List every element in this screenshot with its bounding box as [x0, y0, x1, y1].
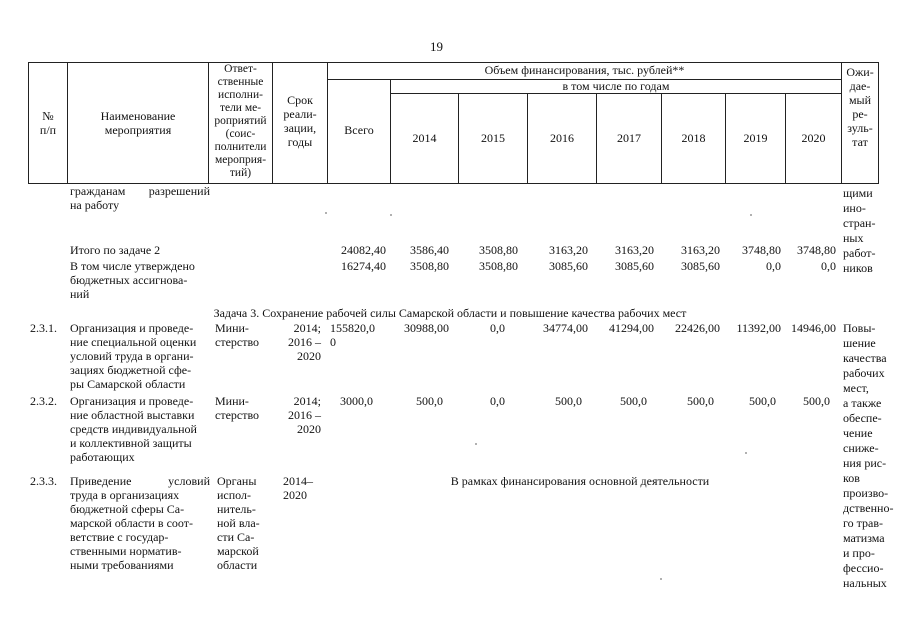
- result-line: ников: [843, 261, 873, 275]
- row-231-resp: [215, 321, 275, 349]
- header-period: [273, 94, 327, 150]
- header-responsible-line: (соис-: [225, 128, 256, 140]
- result-line: мест,: [843, 381, 869, 395]
- row-231-total: [330, 321, 390, 349]
- result-line: качества: [843, 351, 887, 365]
- word: условий: [168, 474, 210, 488]
- itogo-2020: 3748,80: [797, 243, 836, 257]
- row-resp-line: ной вла-: [217, 516, 260, 530]
- row-period-line: 2020: [297, 422, 321, 436]
- approved-2018: 3085,60: [681, 259, 720, 273]
- header-responsible-line: исполни-: [218, 89, 263, 101]
- result-line: ных: [843, 231, 864, 245]
- header-total: Всего: [344, 123, 374, 137]
- approved-2019: 0,0: [766, 259, 781, 273]
- row-231-2018: 22426,00: [675, 321, 720, 335]
- header-year-2020: 2020: [801, 131, 826, 145]
- row-231-2015: 0,0: [490, 321, 505, 335]
- row-total-line: 0: [330, 335, 336, 349]
- col-border-4: [327, 62, 328, 184]
- row-resp-line: нитель-: [217, 502, 256, 516]
- row-231-2019: 11392,00: [736, 321, 781, 335]
- row-name-line: ры Самарской области: [70, 377, 186, 391]
- result-line: шение: [843, 336, 876, 350]
- continued-name-line: на работу: [70, 198, 120, 212]
- result-line: матизма: [843, 531, 885, 545]
- row-resp-line: области: [217, 558, 258, 572]
- page-number: 19: [430, 39, 443, 54]
- row-232-2015: 0,0: [490, 394, 505, 408]
- row-name-line: бюджетной сферы Са-: [70, 502, 185, 516]
- approved-label-line: ний: [70, 287, 90, 301]
- result-column-prev: [843, 186, 883, 276]
- row-233-name: [70, 474, 210, 572]
- header-result-line: мый: [848, 93, 872, 107]
- header-year-2019: 2019: [743, 131, 768, 145]
- row-resp-line: испол-: [217, 488, 251, 502]
- row-232-period: [272, 394, 321, 436]
- row-resp-line: стерство: [215, 335, 260, 349]
- approved-2014: 3508,80: [410, 259, 449, 273]
- row-232-2014: 500,0: [416, 394, 443, 408]
- row-231-2014: 30988,00: [404, 321, 449, 335]
- row-231-no: 2.3.1.: [30, 321, 57, 335]
- result-line: сниже-: [843, 441, 879, 455]
- row-232-2019: 500,0: [749, 394, 776, 408]
- header-name-line: Наименование: [100, 109, 176, 123]
- row-233-note: В рамках финансирования основной деятельности: [450, 474, 710, 488]
- row-232-name: [70, 394, 210, 464]
- row-period-line: 2014–: [283, 474, 313, 488]
- row-resp-line: Мини-: [215, 394, 249, 408]
- result-line: и про-: [843, 546, 875, 560]
- header-result-line: дае-: [849, 79, 871, 93]
- header-period-line: годы: [287, 135, 313, 149]
- header-financing: Объем финансирования, тыс. рублей**: [484, 63, 685, 77]
- row-name-line: ственными норматив-: [70, 544, 182, 558]
- result-line: щими: [843, 186, 873, 200]
- header-period-line: Срок: [287, 93, 313, 107]
- approved-label: [70, 259, 220, 301]
- header-responsible-line: ственные: [217, 76, 264, 88]
- itogo-2014: 3586,40: [410, 243, 449, 257]
- row-resp-line: Органы: [217, 474, 257, 488]
- row-total-line: 155820,0: [330, 321, 375, 335]
- header-period-line: реали-: [283, 107, 317, 121]
- row-period-line: 2014;: [293, 321, 321, 335]
- scan-dot: [475, 443, 477, 445]
- result-line: чение: [843, 426, 873, 440]
- row-name-line: работающих: [70, 450, 135, 464]
- row-231-period: [272, 321, 321, 363]
- result-line: нальных: [843, 576, 887, 590]
- row-name-line: и коллективной защиты: [70, 436, 192, 450]
- header-top-border: [28, 62, 879, 63]
- itogo-2016: 3163,20: [549, 243, 588, 257]
- continued-name-line: [70, 184, 210, 198]
- result-line: ино-: [843, 201, 866, 215]
- row-232-2018: 500,0: [687, 394, 714, 408]
- itogo-2019: 3748,80: [742, 243, 781, 257]
- header-result: [842, 66, 878, 150]
- header-responsible-line: тели ме-: [219, 102, 262, 114]
- row-period-line: 2020: [283, 488, 307, 502]
- col-border-13: [878, 62, 879, 184]
- scan-dot: [660, 578, 662, 580]
- row-name-line: [70, 474, 210, 488]
- row-period-line: 2014;: [293, 394, 321, 408]
- row-232-resp: [215, 394, 275, 422]
- header-result-line: ре-: [852, 107, 868, 121]
- header-no-line: №: [42, 109, 54, 123]
- header-no: [29, 110, 67, 138]
- row-name-line: Организация и проведе-: [70, 394, 194, 408]
- itogo-2015: 3508,80: [479, 243, 518, 257]
- row-period-line: 2020: [297, 349, 321, 363]
- header-year-2018: 2018: [681, 131, 706, 145]
- row-name-line: средств индивидуальной: [70, 422, 197, 436]
- itogo-total: 24082,40: [341, 243, 386, 257]
- word: разрешений: [148, 184, 210, 198]
- result-column-task3: [843, 321, 893, 591]
- header-period-line: зации,: [283, 121, 317, 135]
- result-line: ков: [843, 471, 860, 485]
- scan-dot: [325, 212, 327, 214]
- row-resp-line: марской: [217, 544, 259, 558]
- word: Приведение: [70, 474, 132, 488]
- result-line: работ-: [843, 246, 876, 260]
- itogo-2017: 3163,20: [615, 243, 654, 257]
- header-no-line: п/п: [39, 123, 57, 137]
- row-231-2017: 41294,00: [609, 321, 654, 335]
- result-line: обеспе-: [843, 411, 882, 425]
- result-line: Повы-: [843, 321, 876, 335]
- row-233-resp: [217, 474, 275, 572]
- header-responsible-line: роприятий: [214, 115, 267, 127]
- header-responsible-line: тий): [229, 167, 252, 179]
- header-year-2017: 2017: [617, 131, 641, 145]
- approved-2016: 3085,60: [549, 259, 588, 273]
- result-line: фессио-: [843, 561, 884, 575]
- row-232-no: 2.3.2.: [30, 394, 57, 408]
- row-231-2020: 14946,00: [791, 321, 836, 335]
- header-year-2015: 2015: [481, 131, 505, 145]
- itogo-label: Итого по задаче 2: [70, 243, 161, 257]
- result-line: го трав-: [843, 516, 884, 530]
- row-232-2020: 500,0: [803, 394, 830, 408]
- row-name-line: труда в организациях: [70, 488, 180, 502]
- result-line: а также: [843, 396, 882, 410]
- row-name-line: условий труда в органи-: [70, 349, 194, 363]
- row-233-period: [283, 474, 327, 502]
- header-name-line: мероприятия: [104, 123, 172, 137]
- row-232-2017: 500,0: [620, 394, 647, 408]
- approved-label-line: В том числе утверждено: [70, 259, 195, 273]
- row-period-line: 2016 –: [288, 408, 321, 422]
- result-line: рабочих: [843, 366, 885, 380]
- result-line: ния рис-: [843, 456, 887, 470]
- approved-2020: 0,0: [821, 259, 836, 273]
- approved-2017: 3085,60: [615, 259, 654, 273]
- row-231-2016: 34774,00: [543, 321, 588, 335]
- header-by-years: в том числе по годам: [562, 79, 670, 93]
- result-line: произво-: [843, 486, 889, 500]
- scan-dot: [390, 214, 392, 216]
- row-period-line: 2016 –: [288, 335, 321, 349]
- header-name: [68, 110, 208, 138]
- scan-dot: [750, 214, 752, 216]
- task3-heading: Задача 3. Сохранение рабочей силы Самарской области и повышение качества рабочих мест: [213, 306, 687, 320]
- header-responsible: [209, 63, 272, 180]
- row-name-line: ными требованиями: [70, 558, 174, 572]
- row-resp-line: стерство: [215, 408, 260, 422]
- row-name-line: ние специальной оценки: [70, 335, 197, 349]
- scan-dot: [745, 452, 747, 454]
- approved-total: 16274,40: [341, 259, 386, 273]
- result-line: стран-: [843, 216, 876, 230]
- row-resp-line: Мини-: [215, 321, 249, 335]
- row-231-name: [70, 321, 210, 391]
- header-responsible-line: Ответ-: [224, 63, 257, 75]
- row-233-no: 2.3.3.: [30, 474, 57, 488]
- row-name-line: ветствие с государ-: [70, 530, 169, 544]
- row-resp-line: сти Са-: [217, 530, 255, 544]
- row-name-line: Организация и проведе-: [70, 321, 194, 335]
- row-name-line: зациях бюджетной сфе-: [70, 363, 192, 377]
- header-year-2014: 2014: [412, 131, 437, 145]
- row-232-2016: 500,0: [555, 394, 582, 408]
- itogo-2018: 3163,20: [681, 243, 720, 257]
- header-responsible-line: мероприя-: [214, 154, 267, 166]
- header-result-line: Ожи-: [846, 65, 874, 79]
- header-responsible-line: полнители: [214, 141, 267, 153]
- header-result-line: тат: [852, 135, 868, 149]
- row-name-line: марской области в соот-: [70, 516, 193, 530]
- header-result-line: зуль-: [847, 121, 873, 135]
- result-line: дственно-: [843, 501, 894, 515]
- approved-label-line: бюджетных ассигнова-: [70, 273, 188, 287]
- approved-2015: 3508,80: [479, 259, 518, 273]
- continued-name: [70, 184, 210, 212]
- row-name-line: ние областной выставки: [70, 408, 195, 422]
- row-232-total: 3000,0: [340, 394, 373, 408]
- header-year-2016: 2016: [550, 131, 574, 145]
- word: гражданам: [70, 184, 126, 198]
